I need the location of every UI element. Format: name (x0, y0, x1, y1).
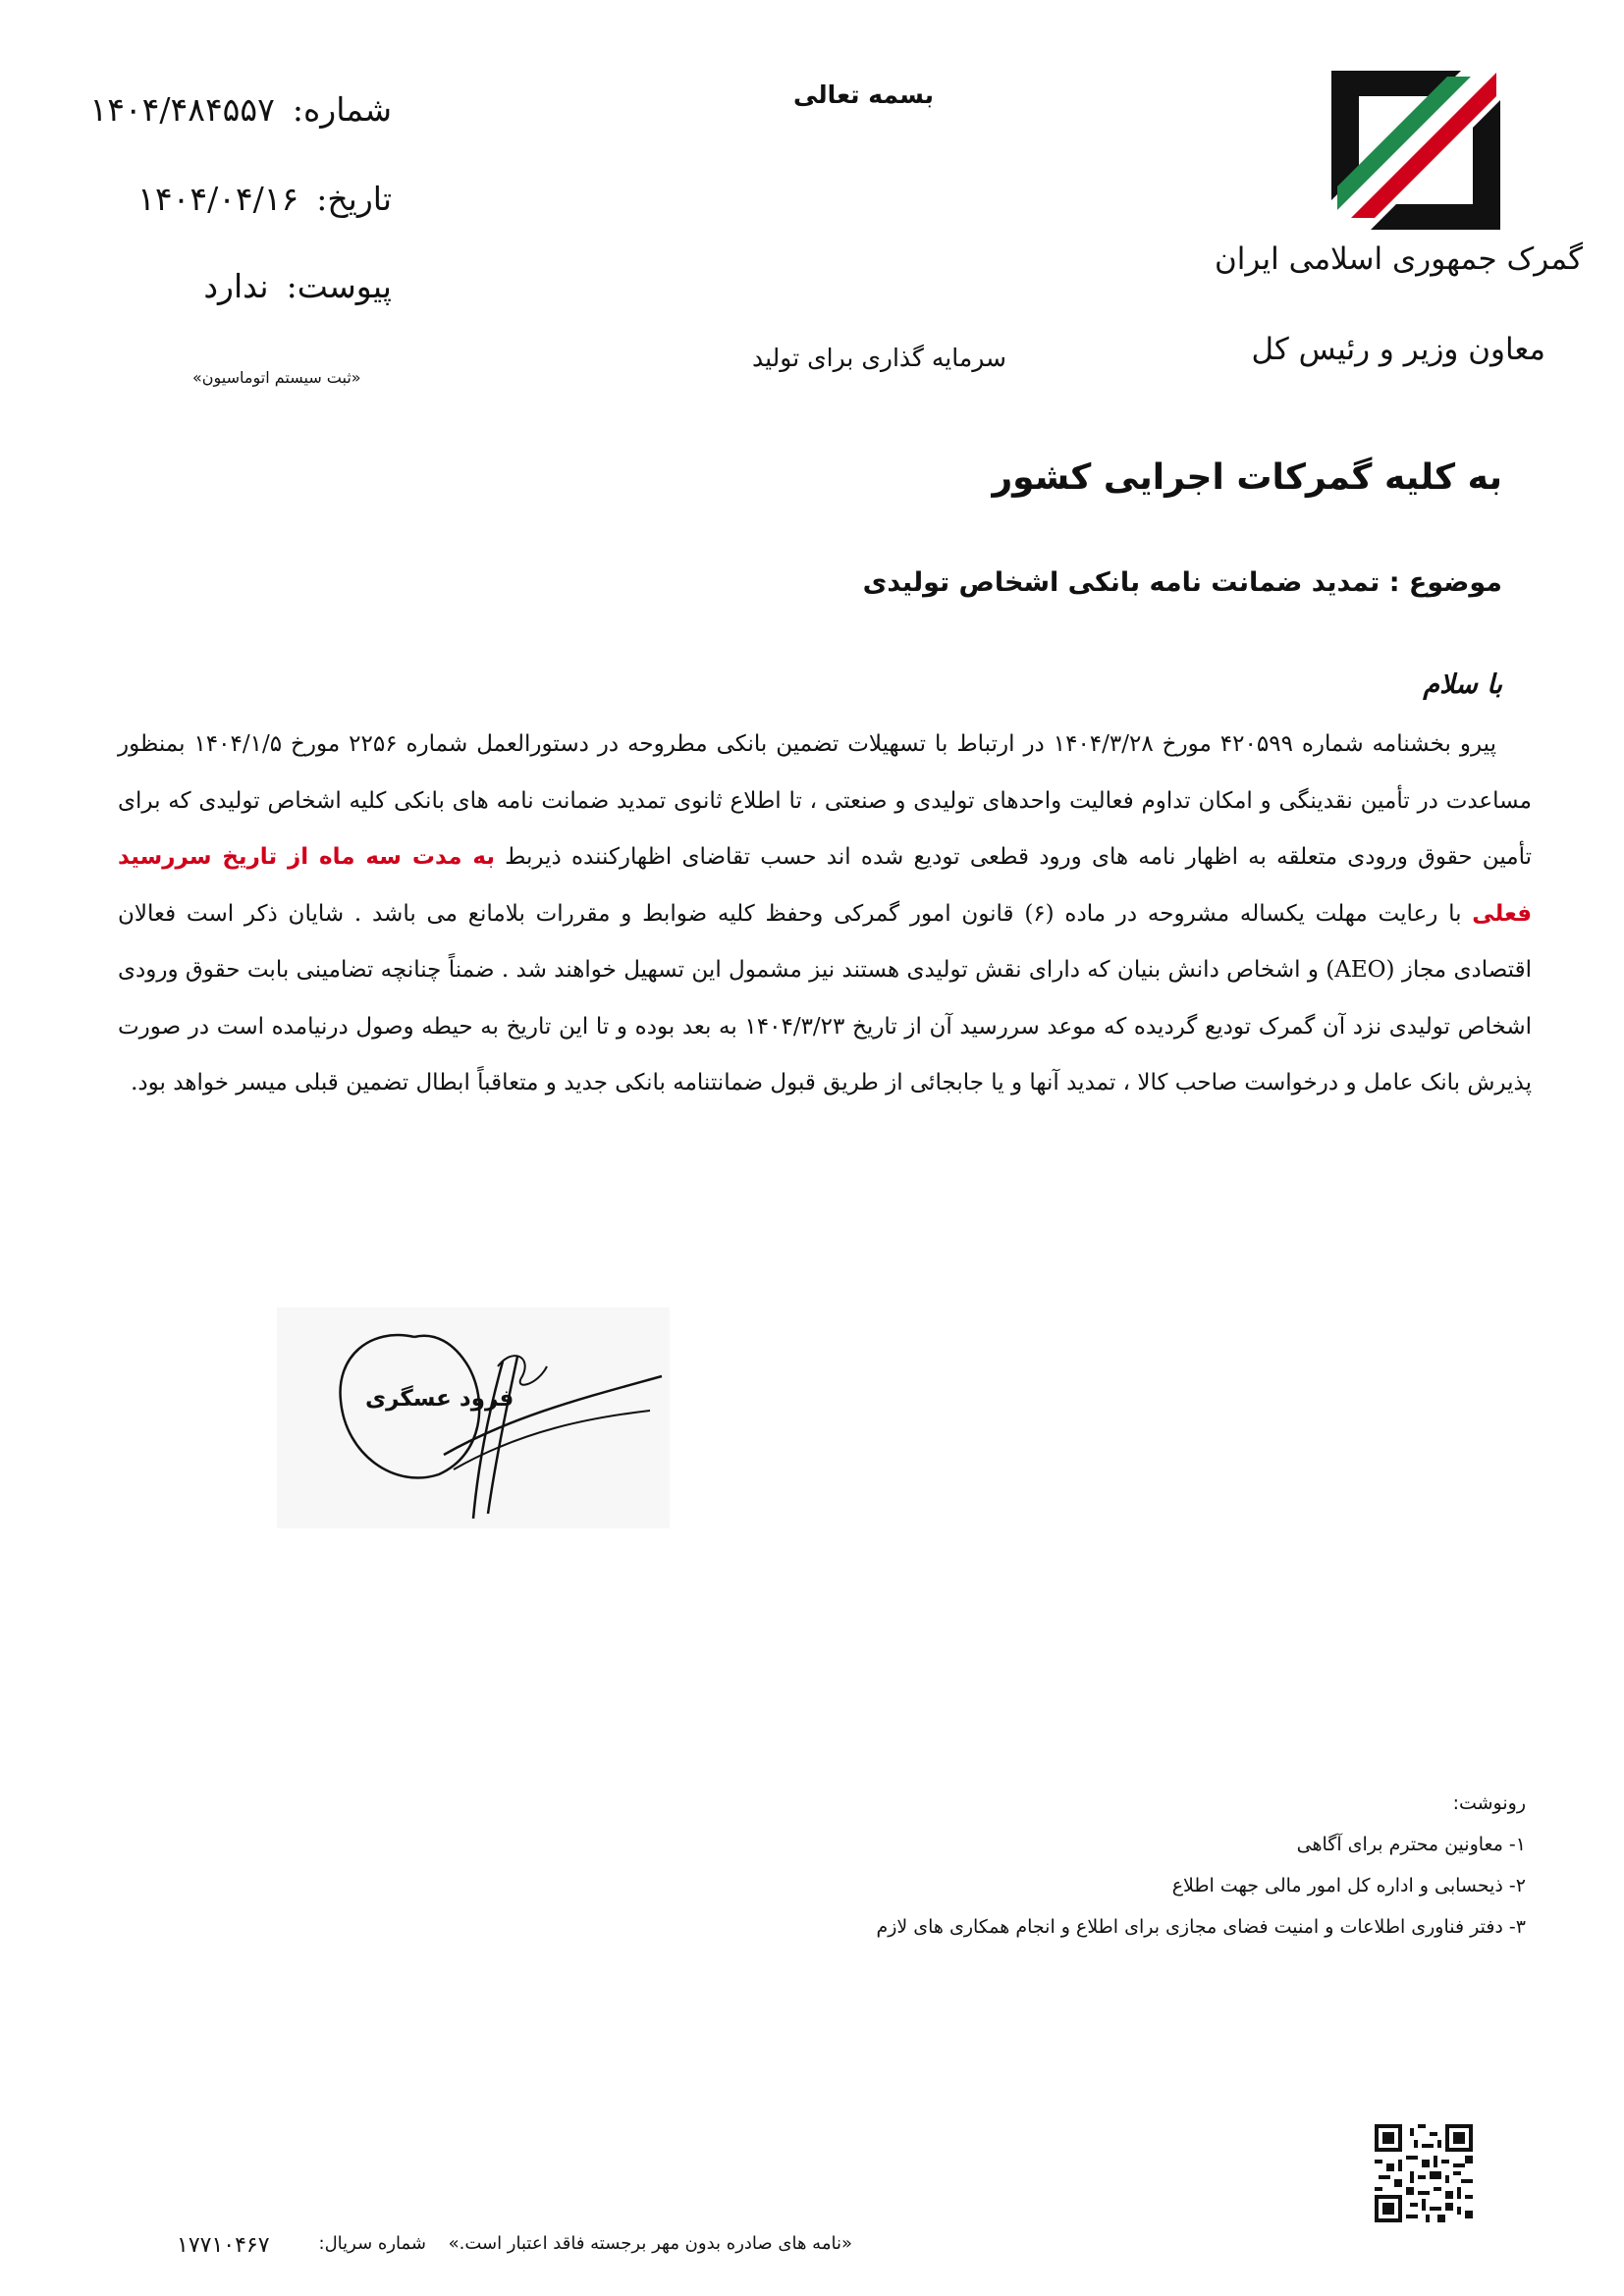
addressee: به کلیه گمرکات اجرایی کشور (992, 457, 1502, 498)
letter-attachment-value: ندارد (203, 267, 269, 305)
body-text-part-2: با رعایت مهلت یکساله مشروحه در ماده (۶) قانون امور گمرکی وحفظ کلیه ضوابط و مقررات بلامانع می باشد . شایان ذکر است فعالان اقتصادی مجاز (AEO) و اشخاص دانش بنیان که دارای نقش تولیدی هستند نیز مشمول این تسهیل خواهند شد . ضمناً چنانچه تضامینی بابت حقوق ورودی اشخاص تولیدی نزد آن گمرک تودیع گردیده که موعد سررسید آن از تاریخ ۱۴۰۴/۳/۲۳ به بعد بوده و تا این تاریخ به حیطه وصول درنیامده است در صورت پذیرش بانک عامل و درخواست صاحب کالا ، تمدید آنها و یا جابجائی از طریق قبول ضمانتنامه بانکی جدید و متعاقباً ابطال تضمین قبلی میسر خواهد بود. (118, 900, 1532, 1095)
letter-body (118, 717, 1532, 1112)
body-highlight: به مدت سه ماه از تاریخ سررسید فعلی (118, 844, 1532, 927)
serial-value: ۱۷۷۱۰۴۶۷ (177, 2233, 270, 2258)
cc-item: ۱- معاونین محترم برای آگاهی (1296, 1834, 1526, 1855)
qr-code-icon (1375, 2124, 1473, 2222)
serial-label: شماره سریال: (318, 2233, 426, 2254)
letter-date-label: تاریخ: (316, 180, 392, 218)
handwritten-signature-icon (277, 1308, 670, 1528)
letter-date-value: ۱۴۰۴/۰۴/۱۶ (137, 180, 299, 218)
cc-item: ۳- دفتر فناوری اطلاعات و امنیت فضای مجازی برای اطلاع و انجام همکاری های لازم (876, 1916, 1526, 1938)
subject-line: موضوع : تمدید ضمانت نامه بانکی اشخاص تولیدی (862, 567, 1502, 598)
invocation: بسمه تعالی (793, 80, 935, 109)
letter-attachment (203, 267, 392, 305)
letter-attachment-label: پیوست: (286, 267, 392, 305)
letter-number-label: شماره: (292, 90, 392, 129)
customs-logo-icon (1331, 71, 1500, 230)
year-motto: سرمایه گذاری برای تولید (752, 344, 1006, 372)
greeting: با سلام (1423, 669, 1502, 700)
auto-registration-note: «ثبت سیستم اتوماسیون» (192, 368, 361, 387)
org-name: گمرک جمهوری اسلامی ایران (1215, 241, 1583, 277)
cc-title: رونوشت: (1452, 1792, 1526, 1814)
stamp-notice: «نامه های صادره بدون مهر برجسته فاقد اعتبار است.» (448, 2233, 852, 2254)
letter-date (137, 180, 392, 218)
letter-number (89, 90, 392, 129)
sender-title: معاون وزیر و رئیس کل (1251, 332, 1545, 367)
signer-name: فرود عسگری (365, 1386, 514, 1412)
letter-number-value: ۱۴۰۴/۴۸۴۵۵۷ (89, 90, 275, 129)
body-text-part-1: پیرو بخشنامه شماره ۴۲۰۵۹۹ مورخ ۱۴۰۴/۳/۲۸ در ارتباط با تسهیلات تضمین بانکی مطروحه در دستورالعمل شماره ۲۲۵۶ مورخ ۱۴۰۴/۱/۵ بمنظور مساعدت در تأمین نقدینگی و امکان تداوم فعالیت واحدهای تولیدی و صنعتی ، تا اطلاع ثانوی تمدید ضمانت نامه های بانکی کلیه اشخاص تولیدی که برای تأمین حقوق ورودی متعلقه به اظهار نامه های ورود قطعی تودیع شده اند حسب تقاضای اظهارکننده ذیربط (118, 731, 1532, 870)
cc-item: ۲- ذیحسابی و اداره کل امور مالی جهت اطلاع (1171, 1875, 1526, 1896)
